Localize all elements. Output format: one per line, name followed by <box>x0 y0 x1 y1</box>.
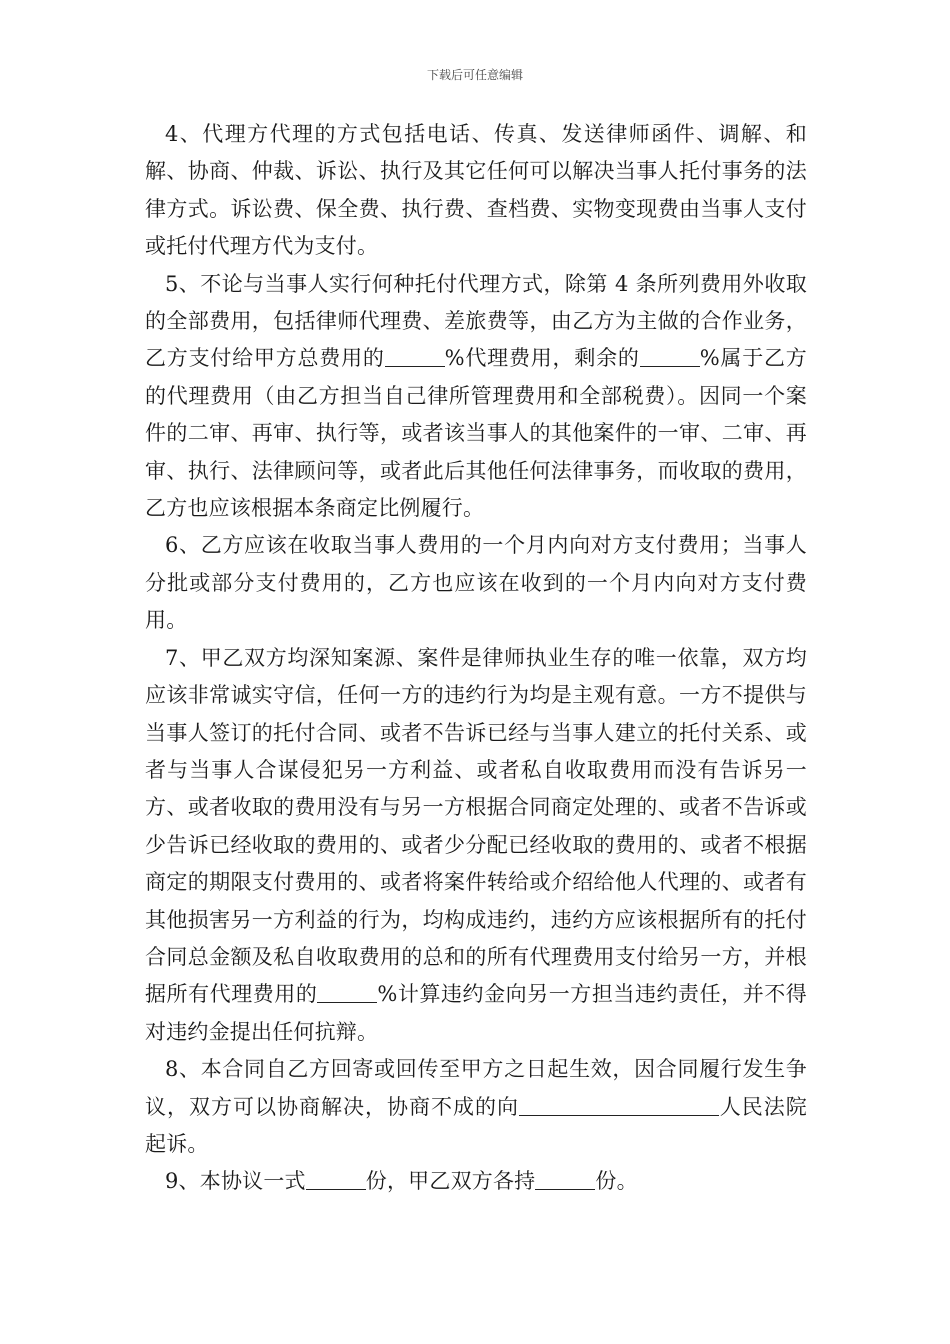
clause-8-text-b: 人民法院起诉。 <box>145 1094 807 1156</box>
clause-5-text-b: %代理费用，剩余的 <box>444 346 640 371</box>
clause-4-text: 4、代理方代理的方式包括电话、传真、发送律师函件、调解、和解、协商、仲裁、诉讼、执行及其它任何可以解决当事人托付事务的法律方式。诉讼费、保全费、执行费、查档费、实物变现费由当事人支付或托付代理方代为支付。 <box>145 122 807 259</box>
clause-5 <box>145 266 807 528</box>
fill-blank-fee-percent[interactable] <box>385 347 445 367</box>
clause-7-text-b: %计算违约金向另一方担当违约责任，并不得对违约金提出任何抗辩。 <box>145 982 807 1044</box>
clause-9-text-c: 份。 <box>595 1169 638 1194</box>
clause-7-text-a: 7、甲乙双方均深知案源、案件是律师执业生存的唯一依靠，双方均应该非常诚实守信，任何一方的违约行为均是主观有意。一方不提供与当事人签订的托付合同、或者不告诉已经与当事人建立的托付关系、或者与当事人合谋侵犯另一方利益、或者私自收取费用而没有告诉另一方、或者收取的费用没有与另一方根据合同商定处理的、或者不告诉或少告诉已经收取的费用的、或者少分配已经收取的费用的、或者不根据商定的期限支付费用的、或者将案件转给或介绍给他人代理的、或者有其他损害另一方利益的行为，均构成违约，违约方应该根据所有的托付合同总金额及私自收取费用的总和的所有代理费用支付给另一方，并根据所有代理费用的 <box>145 645 807 1007</box>
fill-blank-court-name[interactable] <box>519 1096 719 1116</box>
clause-4 <box>145 116 807 266</box>
clause-5-text-c: %属于乙方的代理费用（由乙方担当自己律所管理费用和全部税费）。因同一个案件的二审、再审、执行等，或者该当事人的其他案件的一审、二审、再审、执行、法律顾问等，或者此后其他任何法律事务，而收取的费用，乙方也应该根据本条商定比例履行。 <box>145 346 807 521</box>
fill-blank-remaining-percent[interactable] <box>640 347 700 367</box>
clause-7 <box>145 640 807 1051</box>
page-header: 下载后可任意编辑 <box>426 68 523 82</box>
clause-5-text-a: 5、不论与当事人实行何种托付代理方式，除第 4 条所列费用外收取的全部费用，包括律师代理费、差旅费等，由乙方为主做的合作业务，乙方支付给甲方总费用的 <box>145 271 807 371</box>
clause-6 <box>145 527 807 639</box>
clause-8-text-a: 8、本合同自乙方回寄或回传至甲方之日起生效，因合同履行发生争议，双方可以协商解决，协商不成的向 <box>145 1057 807 1119</box>
clause-6-text: 6、乙方应该在收取当事人费用的一个月内向对方支付费用；当事人分批或部分支付费用的，乙方也应该在收到的一个月内向对方支付费用。 <box>145 533 807 633</box>
clause-9 <box>145 1163 807 1200</box>
clause-8 <box>145 1051 807 1163</box>
clause-9-text-b: 份，甲乙双方各持 <box>365 1169 536 1194</box>
fill-blank-copies-total[interactable] <box>306 1170 366 1190</box>
fill-blank-copies-each[interactable] <box>535 1170 595 1190</box>
clause-9-text-a: 9、本协议一式 <box>165 1169 306 1194</box>
fill-blank-penalty-percent[interactable] <box>317 983 377 1003</box>
document-body <box>145 116 807 1201</box>
